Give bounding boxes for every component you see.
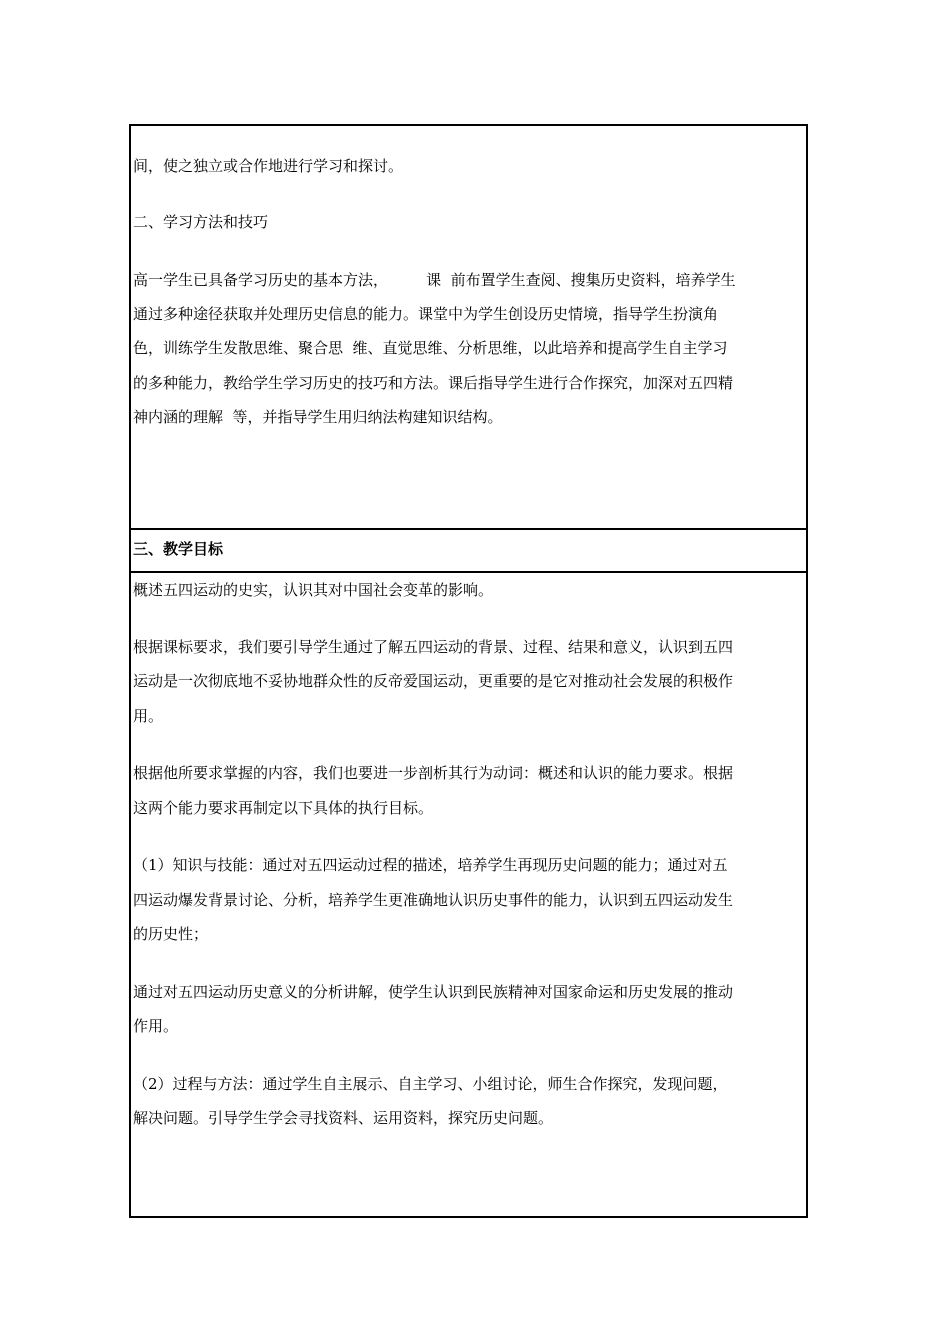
text-line: 的多种能力，教给学生学习历史的技巧和方法。课后指导学生进行合作探究，加深对五四精 bbox=[133, 374, 734, 392]
text-line: 解决问题。引导学生学会寻找资料、运用资料，探究历史问题。 bbox=[133, 1109, 554, 1127]
paragraph-continuation: 间，使之独立或合作地进行学习和探讨。 bbox=[133, 157, 404, 175]
paragraph-standard: 概述五四运动的史实，认识其对中国社会变革的影响。 bbox=[133, 581, 494, 599]
text-line: （2）过程与方法：通过学生自主展示、自主学习、小组讨论，师生合作探究，发现问题， bbox=[133, 1075, 728, 1093]
text-line: （1）知识与技能：通过对五四运动过程的描述，培养学生再现历史问题的能力；通过对五 bbox=[133, 856, 728, 874]
section-methods bbox=[129, 124, 808, 530]
section-heading-methods: 二、学习方法和技巧 bbox=[133, 213, 269, 231]
text-line: 用。 bbox=[133, 707, 164, 725]
text-line: 神内涵的理解 等，并指导学生用归纳法构建知识结构。 bbox=[133, 408, 503, 426]
text-line: 四运动爆发背景讨论、分析，培养学生更准确地认识历史事件的能力，认识到五四运动发生 bbox=[133, 891, 734, 909]
text-line: 根据课标要求，我们要引导学生通过了解五四运动的背景、过程、结果和意义，认识到五四 bbox=[133, 638, 734, 656]
text-line: 通过多种途径获取并处理历史信息的能力。课堂中为学生创设历史情境，指导学生扮演角 bbox=[133, 305, 719, 323]
section-objectives-body bbox=[129, 573, 808, 1218]
text-line: 的历史性； bbox=[133, 925, 209, 943]
text-line: 高一学生已具备学习历史的基本方法， 课 前布置学生查阅、搜集历史资料，培养学生 bbox=[133, 271, 736, 289]
section-heading-objectives: 三、教学目标 bbox=[133, 540, 224, 558]
text-line: 通过对五四运动历史意义的分析讲解，使学生认识到民族精神对国家命运和历史发展的推动 bbox=[133, 983, 734, 1001]
text-line: 根据他所要求掌握的内容，我们也要进一步剖析其行为动词：概述和认识的能力要求。根据 bbox=[133, 764, 734, 782]
text-line: 运动是一次彻底地不妥协地群众性的反帝爱国运动，更重要的是它对推动社会发展的积极作 bbox=[133, 672, 734, 690]
text-line: 这两个能力要求再制定以下具体的执行目标。 bbox=[133, 799, 434, 817]
text-line: 色，训练学生发散思维、聚合思 维、直觉思维、分析思维，以此培养和提高学生自主学习 bbox=[133, 339, 728, 357]
text-line: 作用。 bbox=[133, 1017, 179, 1035]
section-objectives-header bbox=[129, 530, 808, 573]
